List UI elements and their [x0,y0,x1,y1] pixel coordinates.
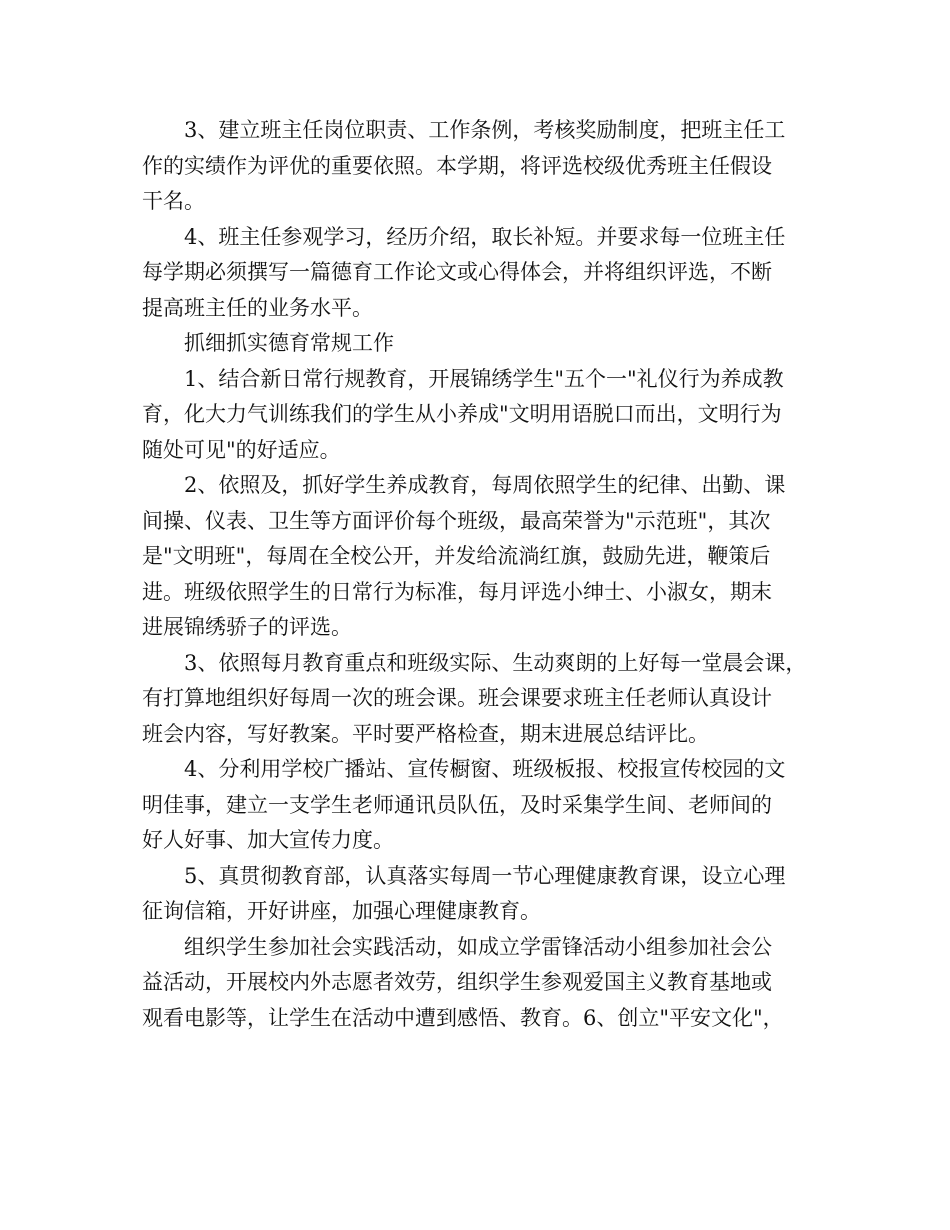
text-line: 观看电影等，让学生在活动中遭到感悟、教育。6、创立"平安文化"， [142,1005,784,1030]
text-line: 5、真贯彻教育部，认真落实每周一节心理健康教育课，设立心理 [184,863,786,888]
text-line: 组织学生参加社会实践活动，如成立学雷锋活动小组参加社会公 [184,934,772,959]
paragraph [142,362,822,469]
text-line: 进。班级依照学生的日常行为标准，每月评选小绅士、小淑女，期末 [142,579,772,604]
text-line: 2、依照及，抓好学生养成教育，每周依照学生的纪律、出勤、课 [184,473,786,497]
text-line: 班会内容，写好教案。平时要严格检查，期末进展总结评比。 [142,721,709,746]
paragraph [142,468,822,646]
text-line: 4、分利用学校广播站、宣传橱窗、班级板报、校报宣传校园的文 [184,757,786,781]
text-line: 1、结合新日常行规教育，开展锦绣学生"五个一"礼仪行为养成教 [184,366,784,391]
text-line: 抓细抓实德育常规工作 [184,331,394,355]
paragraph [142,859,822,930]
paragraph [142,646,822,753]
text-line: 明佳事，建立一支学生老师通讯员队伍，及时采集学生间、老师间的 [142,792,772,817]
text-line: 3、建立班主任岗位职责、工作条例，考核奖励制度，把班主任工 [184,118,786,142]
paragraph [142,220,822,327]
paragraph [142,113,822,220]
text-line: 益活动，开展校内外志愿者效劳，组织学生参观爱国主义教育基地或 [142,970,772,994]
text-line: 每学期必须撰写一篇德育工作论文或心得体会，并将组织评选，不断 [142,260,772,284]
text-line: 4、班主任参观学习，经历介绍，取长补短。并要求每一位班主任 [184,224,786,249]
text-line: 随处可见"的好适应。 [142,437,341,462]
paragraph [142,752,822,859]
text-line: 干名。 [142,189,205,213]
paragraph [142,326,822,362]
text-line: 征询信箱，开好讲座，加强心理健康教育。 [142,899,541,923]
text-line: 作的实绩作为评优的重要依照。本学期，将评选校级优秀班主任假设 [142,153,772,178]
paragraph [142,930,822,1037]
text-line: 有打算地组织好每周一次的班会课。班会课要求班主任老师认真设计 [142,686,772,710]
text-line: 育，化大力气训练我们的学生从小养成"文明用语脱口而出，文明行为 [142,402,782,426]
text-line: 提高班主任的业务水平。 [142,295,373,320]
text-line: 是"文明班"，每周在全校公开，并发给流淌红旗，鼓励先进，鞭策后 [142,544,771,568]
text-line: 间操、仪表、卫生等方面评价每个班级，最高荣誉为"示范班"，其次 [142,508,771,533]
text-line: 3、依照每月教育重点和班级实际、生动爽朗的上好每一堂晨会课， [184,650,807,675]
text-line: 进展锦绣骄子的评选。 [142,615,352,639]
text-line: 好人好事、加大宣传力度。 [142,828,394,852]
document-body [142,113,822,1036]
